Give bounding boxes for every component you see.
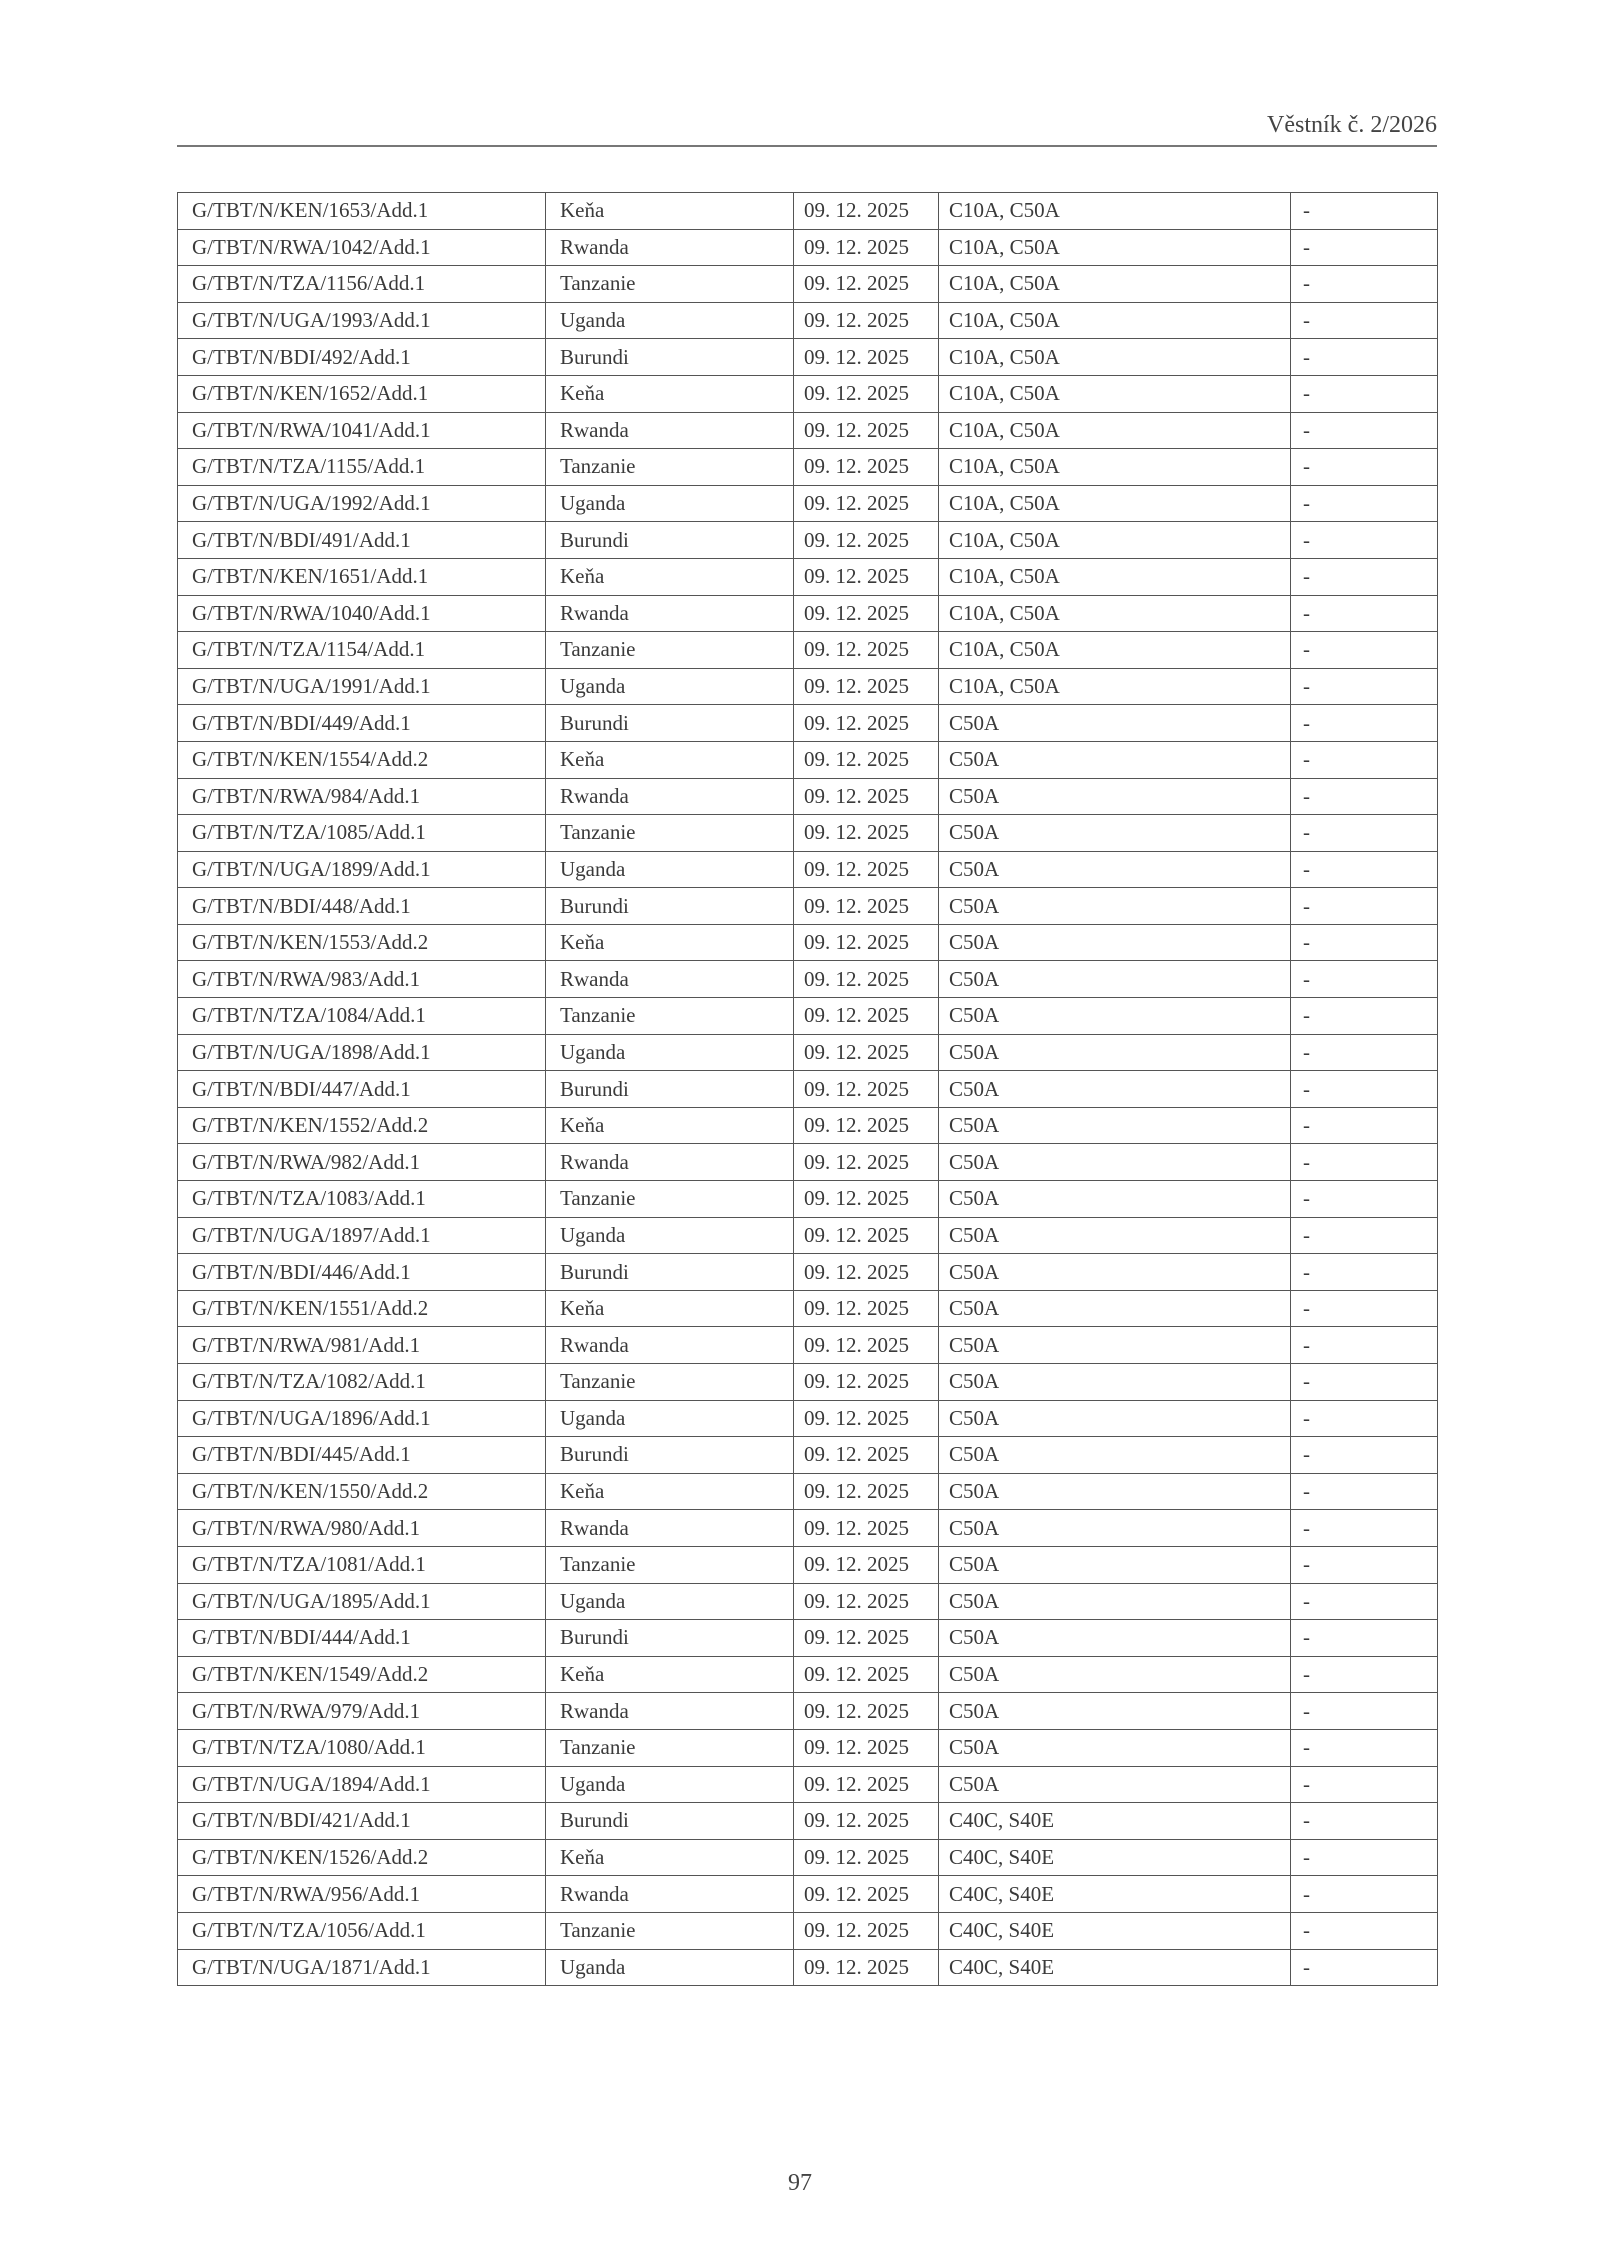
table-row <box>178 1364 1438 1401</box>
table-row <box>178 1144 1438 1181</box>
document-symbol-cell: G/TBT/N/KEN/1554/Add.2 <box>178 741 546 778</box>
note-cell: - <box>1291 1437 1438 1474</box>
document-symbol-cell: G/TBT/N/TZA/1085/Add.1 <box>178 815 546 852</box>
date-cell: 09. 12. 2025 <box>794 229 939 266</box>
table-row <box>178 522 1438 559</box>
date-cell: 09. 12. 2025 <box>794 1912 939 1949</box>
ics-code-cell: C50A <box>939 1473 1291 1510</box>
document-symbol-cell: G/TBT/N/BDI/448/Add.1 <box>178 888 546 925</box>
member-country-cell: Tanzanie <box>546 266 794 303</box>
date-cell: 09. 12. 2025 <box>794 1766 939 1803</box>
note-cell: - <box>1291 851 1438 888</box>
ics-code-cell: C10A, C50A <box>939 193 1291 230</box>
note-cell: - <box>1291 1949 1438 1986</box>
ics-code-cell: C50A <box>939 1729 1291 1766</box>
document-symbol-cell: G/TBT/N/TZA/1155/Add.1 <box>178 449 546 486</box>
member-country-cell: Rwanda <box>546 412 794 449</box>
member-country-cell: Keňa <box>546 375 794 412</box>
member-country-cell: Burundi <box>546 1437 794 1474</box>
page-number: 97 <box>788 2170 812 2196</box>
member-country-cell: Rwanda <box>546 1876 794 1913</box>
date-cell: 09. 12. 2025 <box>794 1144 939 1181</box>
document-symbol-cell: G/TBT/N/KEN/1653/Add.1 <box>178 193 546 230</box>
ics-code-cell: C10A, C50A <box>939 485 1291 522</box>
table-row <box>178 778 1438 815</box>
table-row <box>178 302 1438 339</box>
note-cell: - <box>1291 1656 1438 1693</box>
date-cell: 09. 12. 2025 <box>794 1510 939 1547</box>
table-row <box>178 1290 1438 1327</box>
ics-code-cell: C50A <box>939 851 1291 888</box>
note-cell: - <box>1291 815 1438 852</box>
ics-code-cell: C50A <box>939 888 1291 925</box>
member-country-cell: Burundi <box>546 1254 794 1291</box>
ics-code-cell: C10A, C50A <box>939 375 1291 412</box>
running-header: Věstník č. 2/2026 <box>1267 112 1437 138</box>
table-row <box>178 1327 1438 1364</box>
ics-code-cell: C50A <box>939 1107 1291 1144</box>
member-country-cell: Tanzanie <box>546 1912 794 1949</box>
date-cell: 09. 12. 2025 <box>794 1803 939 1840</box>
document-symbol-cell: G/TBT/N/UGA/1897/Add.1 <box>178 1217 546 1254</box>
member-country-cell: Burundi <box>546 522 794 559</box>
date-cell: 09. 12. 2025 <box>794 851 939 888</box>
ics-code-cell: C10A, C50A <box>939 595 1291 632</box>
member-country-cell: Rwanda <box>546 778 794 815</box>
table-row <box>178 705 1438 742</box>
member-country-cell: Uganda <box>546 485 794 522</box>
date-cell: 09. 12. 2025 <box>794 485 939 522</box>
table-row <box>178 1803 1438 1840</box>
note-cell: - <box>1291 1473 1438 1510</box>
document-symbol-cell: G/TBT/N/RWA/984/Add.1 <box>178 778 546 815</box>
document-symbol-cell: G/TBT/N/BDI/445/Add.1 <box>178 1437 546 1474</box>
member-country-cell: Rwanda <box>546 1510 794 1547</box>
date-cell: 09. 12. 2025 <box>794 595 939 632</box>
note-cell: - <box>1291 998 1438 1035</box>
ics-code-cell: C10A, C50A <box>939 522 1291 559</box>
member-country-cell: Tanzanie <box>546 1729 794 1766</box>
member-country-cell: Rwanda <box>546 595 794 632</box>
member-country-cell: Rwanda <box>546 1693 794 1730</box>
member-country-cell: Tanzanie <box>546 1181 794 1218</box>
date-cell: 09. 12. 2025 <box>794 1546 939 1583</box>
table-row <box>178 375 1438 412</box>
note-cell: - <box>1291 266 1438 303</box>
table-row <box>178 1583 1438 1620</box>
note-cell: - <box>1291 1254 1438 1291</box>
member-country-cell: Tanzanie <box>546 815 794 852</box>
note-cell: - <box>1291 485 1438 522</box>
table-row <box>178 1876 1438 1913</box>
ics-code-cell: C50A <box>939 1364 1291 1401</box>
ics-code-cell: C40C, S40E <box>939 1912 1291 1949</box>
date-cell: 09. 12. 2025 <box>794 741 939 778</box>
document-symbol-cell: G/TBT/N/RWA/1042/Add.1 <box>178 229 546 266</box>
document-symbol-cell: G/TBT/N/UGA/1894/Add.1 <box>178 1766 546 1803</box>
date-cell: 09. 12. 2025 <box>794 1693 939 1730</box>
note-cell: - <box>1291 412 1438 449</box>
date-cell: 09. 12. 2025 <box>794 1400 939 1437</box>
table-row <box>178 595 1438 632</box>
ics-code-cell: C50A <box>939 705 1291 742</box>
member-country-cell: Keňa <box>546 558 794 595</box>
ics-code-cell: C10A, C50A <box>939 558 1291 595</box>
document-symbol-cell: G/TBT/N/KEN/1549/Add.2 <box>178 1656 546 1693</box>
ics-code-cell: C50A <box>939 1437 1291 1474</box>
member-country-cell: Keňa <box>546 193 794 230</box>
document-symbol-cell: G/TBT/N/KEN/1552/Add.2 <box>178 1107 546 1144</box>
note-cell: - <box>1291 1144 1438 1181</box>
document-symbol-cell: G/TBT/N/KEN/1553/Add.2 <box>178 924 546 961</box>
date-cell: 09. 12. 2025 <box>794 1583 939 1620</box>
date-cell: 09. 12. 2025 <box>794 193 939 230</box>
table-row <box>178 485 1438 522</box>
member-country-cell: Tanzanie <box>546 632 794 669</box>
member-country-cell: Tanzanie <box>546 998 794 1035</box>
ics-code-cell: C50A <box>939 961 1291 998</box>
document-symbol-cell: G/TBT/N/RWA/980/Add.1 <box>178 1510 546 1547</box>
ics-code-cell: C50A <box>939 1217 1291 1254</box>
table-row <box>178 1254 1438 1291</box>
ics-code-cell: C50A <box>939 1254 1291 1291</box>
note-cell: - <box>1291 924 1438 961</box>
member-country-cell: Rwanda <box>546 1327 794 1364</box>
note-cell: - <box>1291 1181 1438 1218</box>
ics-code-cell: C50A <box>939 924 1291 961</box>
table-row <box>178 1217 1438 1254</box>
document-symbol-cell: G/TBT/N/KEN/1652/Add.1 <box>178 375 546 412</box>
ics-code-cell: C40C, S40E <box>939 1803 1291 1840</box>
member-country-cell: Burundi <box>546 1071 794 1108</box>
table-row <box>178 668 1438 705</box>
date-cell: 09. 12. 2025 <box>794 998 939 1035</box>
table-row <box>178 266 1438 303</box>
date-cell: 09. 12. 2025 <box>794 1290 939 1327</box>
date-cell: 09. 12. 2025 <box>794 778 939 815</box>
document-symbol-cell: G/TBT/N/TZA/1082/Add.1 <box>178 1364 546 1401</box>
document-symbol-cell: G/TBT/N/RWA/982/Add.1 <box>178 1144 546 1181</box>
ics-code-cell: C50A <box>939 998 1291 1035</box>
ics-code-cell: C50A <box>939 815 1291 852</box>
ics-code-cell: C50A <box>939 1181 1291 1218</box>
ics-code-cell: C10A, C50A <box>939 449 1291 486</box>
document-symbol-cell: G/TBT/N/TZA/1080/Add.1 <box>178 1729 546 1766</box>
header-rule <box>177 145 1437 147</box>
document-symbol-cell: G/TBT/N/BDI/492/Add.1 <box>178 339 546 376</box>
ics-code-cell: C50A <box>939 1546 1291 1583</box>
document-symbol-cell: G/TBT/N/TZA/1154/Add.1 <box>178 632 546 669</box>
member-country-cell: Burundi <box>546 888 794 925</box>
date-cell: 09. 12. 2025 <box>794 266 939 303</box>
date-cell: 09. 12. 2025 <box>794 632 939 669</box>
date-cell: 09. 12. 2025 <box>794 1254 939 1291</box>
ics-code-cell: C50A <box>939 1620 1291 1657</box>
member-country-cell: Rwanda <box>546 229 794 266</box>
document-symbol-cell: G/TBT/N/KEN/1551/Add.2 <box>178 1290 546 1327</box>
date-cell: 09. 12. 2025 <box>794 449 939 486</box>
member-country-cell: Uganda <box>546 851 794 888</box>
document-symbol-cell: G/TBT/N/UGA/1896/Add.1 <box>178 1400 546 1437</box>
member-country-cell: Keňa <box>546 1473 794 1510</box>
document-symbol-cell: G/TBT/N/TZA/1156/Add.1 <box>178 266 546 303</box>
note-cell: - <box>1291 1912 1438 1949</box>
document-symbol-cell: G/TBT/N/UGA/1871/Add.1 <box>178 1949 546 1986</box>
date-cell: 09. 12. 2025 <box>794 1656 939 1693</box>
note-cell: - <box>1291 1876 1438 1913</box>
table-row <box>178 1656 1438 1693</box>
member-country-cell: Uganda <box>546 1400 794 1437</box>
document-symbol-cell: G/TBT/N/TZA/1056/Add.1 <box>178 1912 546 1949</box>
table-row <box>178 632 1438 669</box>
member-country-cell: Uganda <box>546 1034 794 1071</box>
member-country-cell: Uganda <box>546 1583 794 1620</box>
note-cell: - <box>1291 1034 1438 1071</box>
table-row <box>178 1034 1438 1071</box>
ics-code-cell: C10A, C50A <box>939 339 1291 376</box>
date-cell: 09. 12. 2025 <box>794 1620 939 1657</box>
date-cell: 09. 12. 2025 <box>794 412 939 449</box>
document-symbol-cell: G/TBT/N/BDI/446/Add.1 <box>178 1254 546 1291</box>
member-country-cell: Uganda <box>546 1217 794 1254</box>
document-symbol-cell: G/TBT/N/KEN/1651/Add.1 <box>178 558 546 595</box>
date-cell: 09. 12. 2025 <box>794 1107 939 1144</box>
date-cell: 09. 12. 2025 <box>794 1181 939 1218</box>
table-row <box>178 1473 1438 1510</box>
note-cell: - <box>1291 1107 1438 1144</box>
table-row <box>178 449 1438 486</box>
date-cell: 09. 12. 2025 <box>794 375 939 412</box>
member-country-cell: Tanzanie <box>546 1364 794 1401</box>
document-symbol-cell: G/TBT/N/UGA/1991/Add.1 <box>178 668 546 705</box>
note-cell: - <box>1291 1290 1438 1327</box>
ics-code-cell: C10A, C50A <box>939 266 1291 303</box>
document-symbol-cell: G/TBT/N/BDI/444/Add.1 <box>178 1620 546 1657</box>
note-cell: - <box>1291 1839 1438 1876</box>
member-country-cell: Uganda <box>546 1949 794 1986</box>
note-cell: - <box>1291 1583 1438 1620</box>
table-row <box>178 1400 1438 1437</box>
member-country-cell: Keňa <box>546 924 794 961</box>
member-country-cell: Burundi <box>546 1620 794 1657</box>
table-row <box>178 1546 1438 1583</box>
document-symbol-cell: G/TBT/N/TZA/1083/Add.1 <box>178 1181 546 1218</box>
note-cell: - <box>1291 375 1438 412</box>
ics-code-cell: C50A <box>939 1071 1291 1108</box>
note-cell: - <box>1291 741 1438 778</box>
document-symbol-cell: G/TBT/N/RWA/1041/Add.1 <box>178 412 546 449</box>
member-country-cell: Keňa <box>546 1839 794 1876</box>
document-symbol-cell: G/TBT/N/RWA/981/Add.1 <box>178 1327 546 1364</box>
ics-code-cell: C10A, C50A <box>939 632 1291 669</box>
table-row <box>178 193 1438 230</box>
ics-code-cell: C50A <box>939 1327 1291 1364</box>
date-cell: 09. 12. 2025 <box>794 1949 939 1986</box>
ics-code-cell: C10A, C50A <box>939 412 1291 449</box>
table-row <box>178 741 1438 778</box>
date-cell: 09. 12. 2025 <box>794 1437 939 1474</box>
note-cell: - <box>1291 339 1438 376</box>
member-country-cell: Keňa <box>546 1656 794 1693</box>
date-cell: 09. 12. 2025 <box>794 815 939 852</box>
document-symbol-cell: G/TBT/N/BDI/447/Add.1 <box>178 1071 546 1108</box>
table-row <box>178 1510 1438 1547</box>
ics-code-cell: C50A <box>939 1693 1291 1730</box>
date-cell: 09. 12. 2025 <box>794 1364 939 1401</box>
member-country-cell: Burundi <box>546 705 794 742</box>
table-row <box>178 1181 1438 1218</box>
table-row <box>178 1766 1438 1803</box>
document-symbol-cell: G/TBT/N/RWA/1040/Add.1 <box>178 595 546 632</box>
date-cell: 09. 12. 2025 <box>794 1071 939 1108</box>
member-country-cell: Keňa <box>546 1107 794 1144</box>
member-country-cell: Rwanda <box>546 961 794 998</box>
table-row <box>178 998 1438 1035</box>
date-cell: 09. 12. 2025 <box>794 1876 939 1913</box>
table-row <box>178 851 1438 888</box>
ics-code-cell: C50A <box>939 1766 1291 1803</box>
ics-code-cell: C40C, S40E <box>939 1876 1291 1913</box>
note-cell: - <box>1291 1217 1438 1254</box>
table-row <box>178 961 1438 998</box>
date-cell: 09. 12. 2025 <box>794 924 939 961</box>
note-cell: - <box>1291 1400 1438 1437</box>
ics-code-cell: C40C, S40E <box>939 1839 1291 1876</box>
table-row <box>178 1437 1438 1474</box>
table-row <box>178 1620 1438 1657</box>
document-symbol-cell: G/TBT/N/RWA/956/Add.1 <box>178 1876 546 1913</box>
table-row <box>178 1693 1438 1730</box>
document-symbol-cell: G/TBT/N/UGA/1992/Add.1 <box>178 485 546 522</box>
ics-code-cell: C10A, C50A <box>939 668 1291 705</box>
date-cell: 09. 12. 2025 <box>794 1729 939 1766</box>
ics-code-cell: C40C, S40E <box>939 1949 1291 1986</box>
table-row <box>178 924 1438 961</box>
ics-code-cell: C50A <box>939 1656 1291 1693</box>
note-cell: - <box>1291 1766 1438 1803</box>
document-symbol-cell: G/TBT/N/TZA/1081/Add.1 <box>178 1546 546 1583</box>
note-cell: - <box>1291 1729 1438 1766</box>
ics-code-cell: C10A, C50A <box>939 229 1291 266</box>
table-row <box>178 1729 1438 1766</box>
note-cell: - <box>1291 1546 1438 1583</box>
document-symbol-cell: G/TBT/N/RWA/979/Add.1 <box>178 1693 546 1730</box>
table-row <box>178 1071 1438 1108</box>
ics-code-cell: C50A <box>939 1583 1291 1620</box>
note-cell: - <box>1291 888 1438 925</box>
date-cell: 09. 12. 2025 <box>794 1473 939 1510</box>
notifications-table <box>177 192 1438 1986</box>
note-cell: - <box>1291 1510 1438 1547</box>
member-country-cell: Uganda <box>546 668 794 705</box>
note-cell: - <box>1291 302 1438 339</box>
note-cell: - <box>1291 705 1438 742</box>
note-cell: - <box>1291 1620 1438 1657</box>
note-cell: - <box>1291 449 1438 486</box>
member-country-cell: Uganda <box>546 302 794 339</box>
document-symbol-cell: G/TBT/N/TZA/1084/Add.1 <box>178 998 546 1035</box>
ics-code-cell: C10A, C50A <box>939 302 1291 339</box>
table-row <box>178 888 1438 925</box>
table-row <box>178 1912 1438 1949</box>
note-cell: - <box>1291 1803 1438 1840</box>
ics-code-cell: C50A <box>939 1510 1291 1547</box>
document-symbol-cell: G/TBT/N/UGA/1895/Add.1 <box>178 1583 546 1620</box>
date-cell: 09. 12. 2025 <box>794 302 939 339</box>
table-row <box>178 1107 1438 1144</box>
note-cell: - <box>1291 229 1438 266</box>
member-country-cell: Tanzanie <box>546 449 794 486</box>
ics-code-cell: C50A <box>939 1144 1291 1181</box>
date-cell: 09. 12. 2025 <box>794 668 939 705</box>
date-cell: 09. 12. 2025 <box>794 1327 939 1364</box>
note-cell: - <box>1291 558 1438 595</box>
document-symbol-cell: G/TBT/N/UGA/1993/Add.1 <box>178 302 546 339</box>
date-cell: 09. 12. 2025 <box>794 888 939 925</box>
note-cell: - <box>1291 193 1438 230</box>
note-cell: - <box>1291 1364 1438 1401</box>
date-cell: 09. 12. 2025 <box>794 1839 939 1876</box>
note-cell: - <box>1291 778 1438 815</box>
document-symbol-cell: G/TBT/N/UGA/1898/Add.1 <box>178 1034 546 1071</box>
note-cell: - <box>1291 522 1438 559</box>
note-cell: - <box>1291 1693 1438 1730</box>
date-cell: 09. 12. 2025 <box>794 705 939 742</box>
table-row <box>178 229 1438 266</box>
ics-code-cell: C50A <box>939 741 1291 778</box>
document-symbol-cell: G/TBT/N/RWA/983/Add.1 <box>178 961 546 998</box>
member-country-cell: Tanzanie <box>546 1546 794 1583</box>
note-cell: - <box>1291 632 1438 669</box>
date-cell: 09. 12. 2025 <box>794 558 939 595</box>
member-country-cell: Rwanda <box>546 1144 794 1181</box>
note-cell: - <box>1291 595 1438 632</box>
table-row <box>178 1839 1438 1876</box>
date-cell: 09. 12. 2025 <box>794 339 939 376</box>
document-symbol-cell: G/TBT/N/KEN/1550/Add.2 <box>178 1473 546 1510</box>
table-row <box>178 815 1438 852</box>
date-cell: 09. 12. 2025 <box>794 961 939 998</box>
table-row <box>178 1949 1438 1986</box>
member-country-cell: Uganda <box>546 1766 794 1803</box>
table-row <box>178 339 1438 376</box>
note-cell: - <box>1291 668 1438 705</box>
member-country-cell: Burundi <box>546 339 794 376</box>
ics-code-cell: C50A <box>939 1400 1291 1437</box>
member-country-cell: Keňa <box>546 1290 794 1327</box>
ics-code-cell: C50A <box>939 778 1291 815</box>
table-row <box>178 412 1438 449</box>
date-cell: 09. 12. 2025 <box>794 1034 939 1071</box>
table-row <box>178 558 1438 595</box>
note-cell: - <box>1291 1071 1438 1108</box>
member-country-cell: Keňa <box>546 741 794 778</box>
member-country-cell: Burundi <box>546 1803 794 1840</box>
document-symbol-cell: G/TBT/N/BDI/421/Add.1 <box>178 1803 546 1840</box>
document-symbol-cell: G/TBT/N/UGA/1899/Add.1 <box>178 851 546 888</box>
ics-code-cell: C50A <box>939 1290 1291 1327</box>
ics-code-cell: C50A <box>939 1034 1291 1071</box>
document-symbol-cell: G/TBT/N/BDI/491/Add.1 <box>178 522 546 559</box>
note-cell: - <box>1291 961 1438 998</box>
date-cell: 09. 12. 2025 <box>794 1217 939 1254</box>
document-symbol-cell: G/TBT/N/BDI/449/Add.1 <box>178 705 546 742</box>
document-symbol-cell: G/TBT/N/KEN/1526/Add.2 <box>178 1839 546 1876</box>
date-cell: 09. 12. 2025 <box>794 522 939 559</box>
note-cell: - <box>1291 1327 1438 1364</box>
